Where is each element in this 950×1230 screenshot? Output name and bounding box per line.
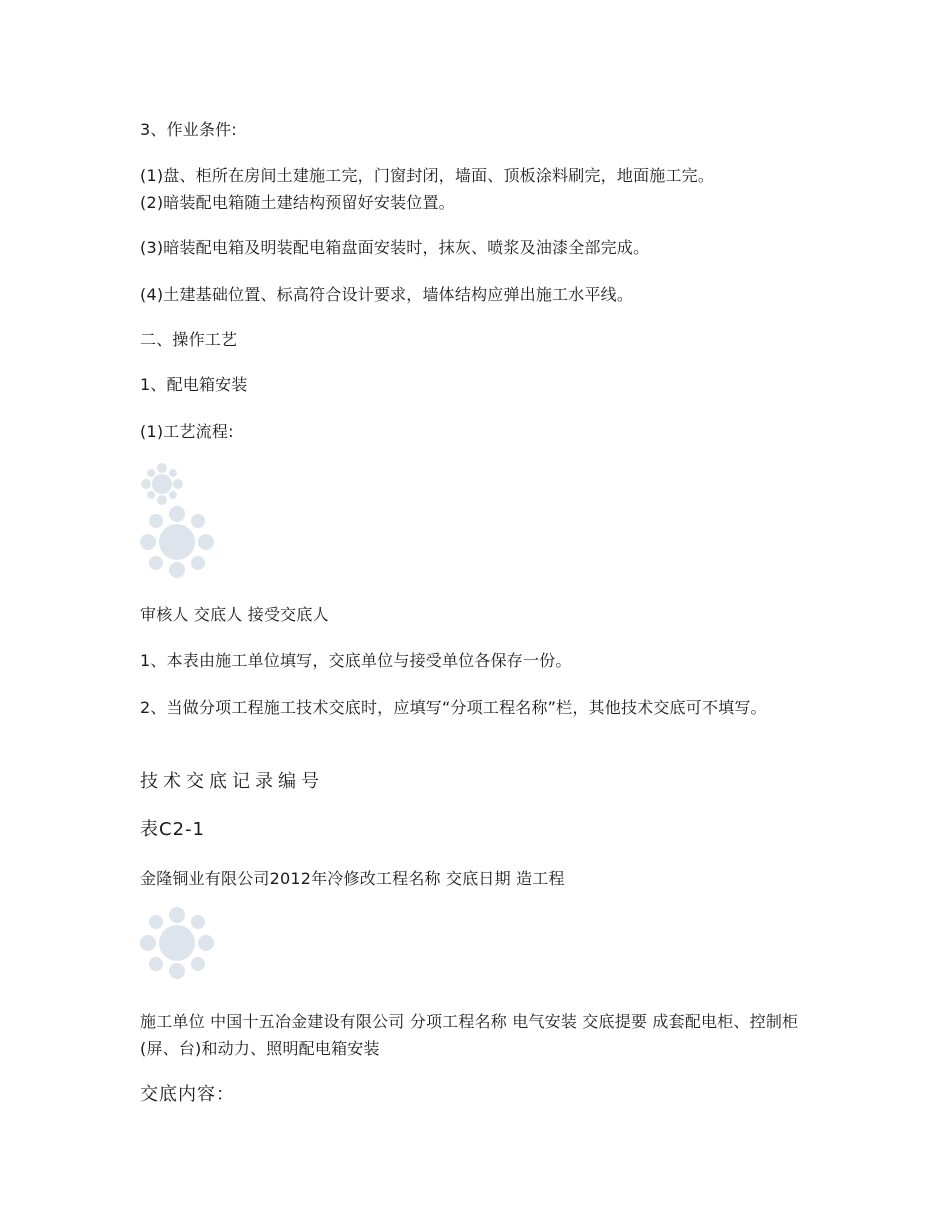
flow-title: (1)工艺流程: (140, 422, 234, 441)
content-label: 交底内容： (140, 1084, 235, 1105)
condition-1: (1)盘、柜所在房间土建施工完，门窗封闭，墙面、顶板涂料刷完，地面施工完。 (140, 166, 715, 185)
note-1: 1、本表由施工单位填写，交底单位与接受单位各保存一份。 (140, 651, 572, 670)
condition-4: (4)土建基础位置、标高符合设计要求，墙体结构应弹出施工水平线。 (140, 285, 634, 304)
part2-title: 二、操作工艺 (140, 330, 238, 349)
snowflake-icon (140, 462, 184, 506)
table-number: 表C2-1 (140, 819, 205, 840)
unit-line: 施工单位 中国十五冶金建设有限公司 分项工程名称 电气安装 交底提要 成套配电柜、控制柜(屏、台)和动力、照明配电箱安装 (140, 1012, 799, 1058)
note-2: 2、当做分项工程施工技术交底时，应填写“分项工程名称”栏，其他技术交底可不填写。 (140, 698, 767, 717)
section3-title: 3、作业条件: (140, 120, 237, 139)
snowflake-icon (138, 505, 216, 579)
sub1-title: 1、配电箱安装 (140, 375, 248, 394)
snowflake-icon (138, 906, 216, 980)
condition-2: (2)暗装配电箱随土建结构预留好安装位置。 (140, 193, 455, 212)
project-line: 金隆铜业有限公司2012年冷修改工程名称 交底日期 造工程 (140, 869, 565, 888)
condition-3: (3)暗装配电箱及明装配电箱盘面安装时，抹灰、喷浆及油漆全部完成。 (140, 238, 650, 257)
record-title: 技术交底记录编号 (140, 771, 324, 792)
signatures-line: 审核人 交底人 接受交底人 (140, 605, 329, 624)
